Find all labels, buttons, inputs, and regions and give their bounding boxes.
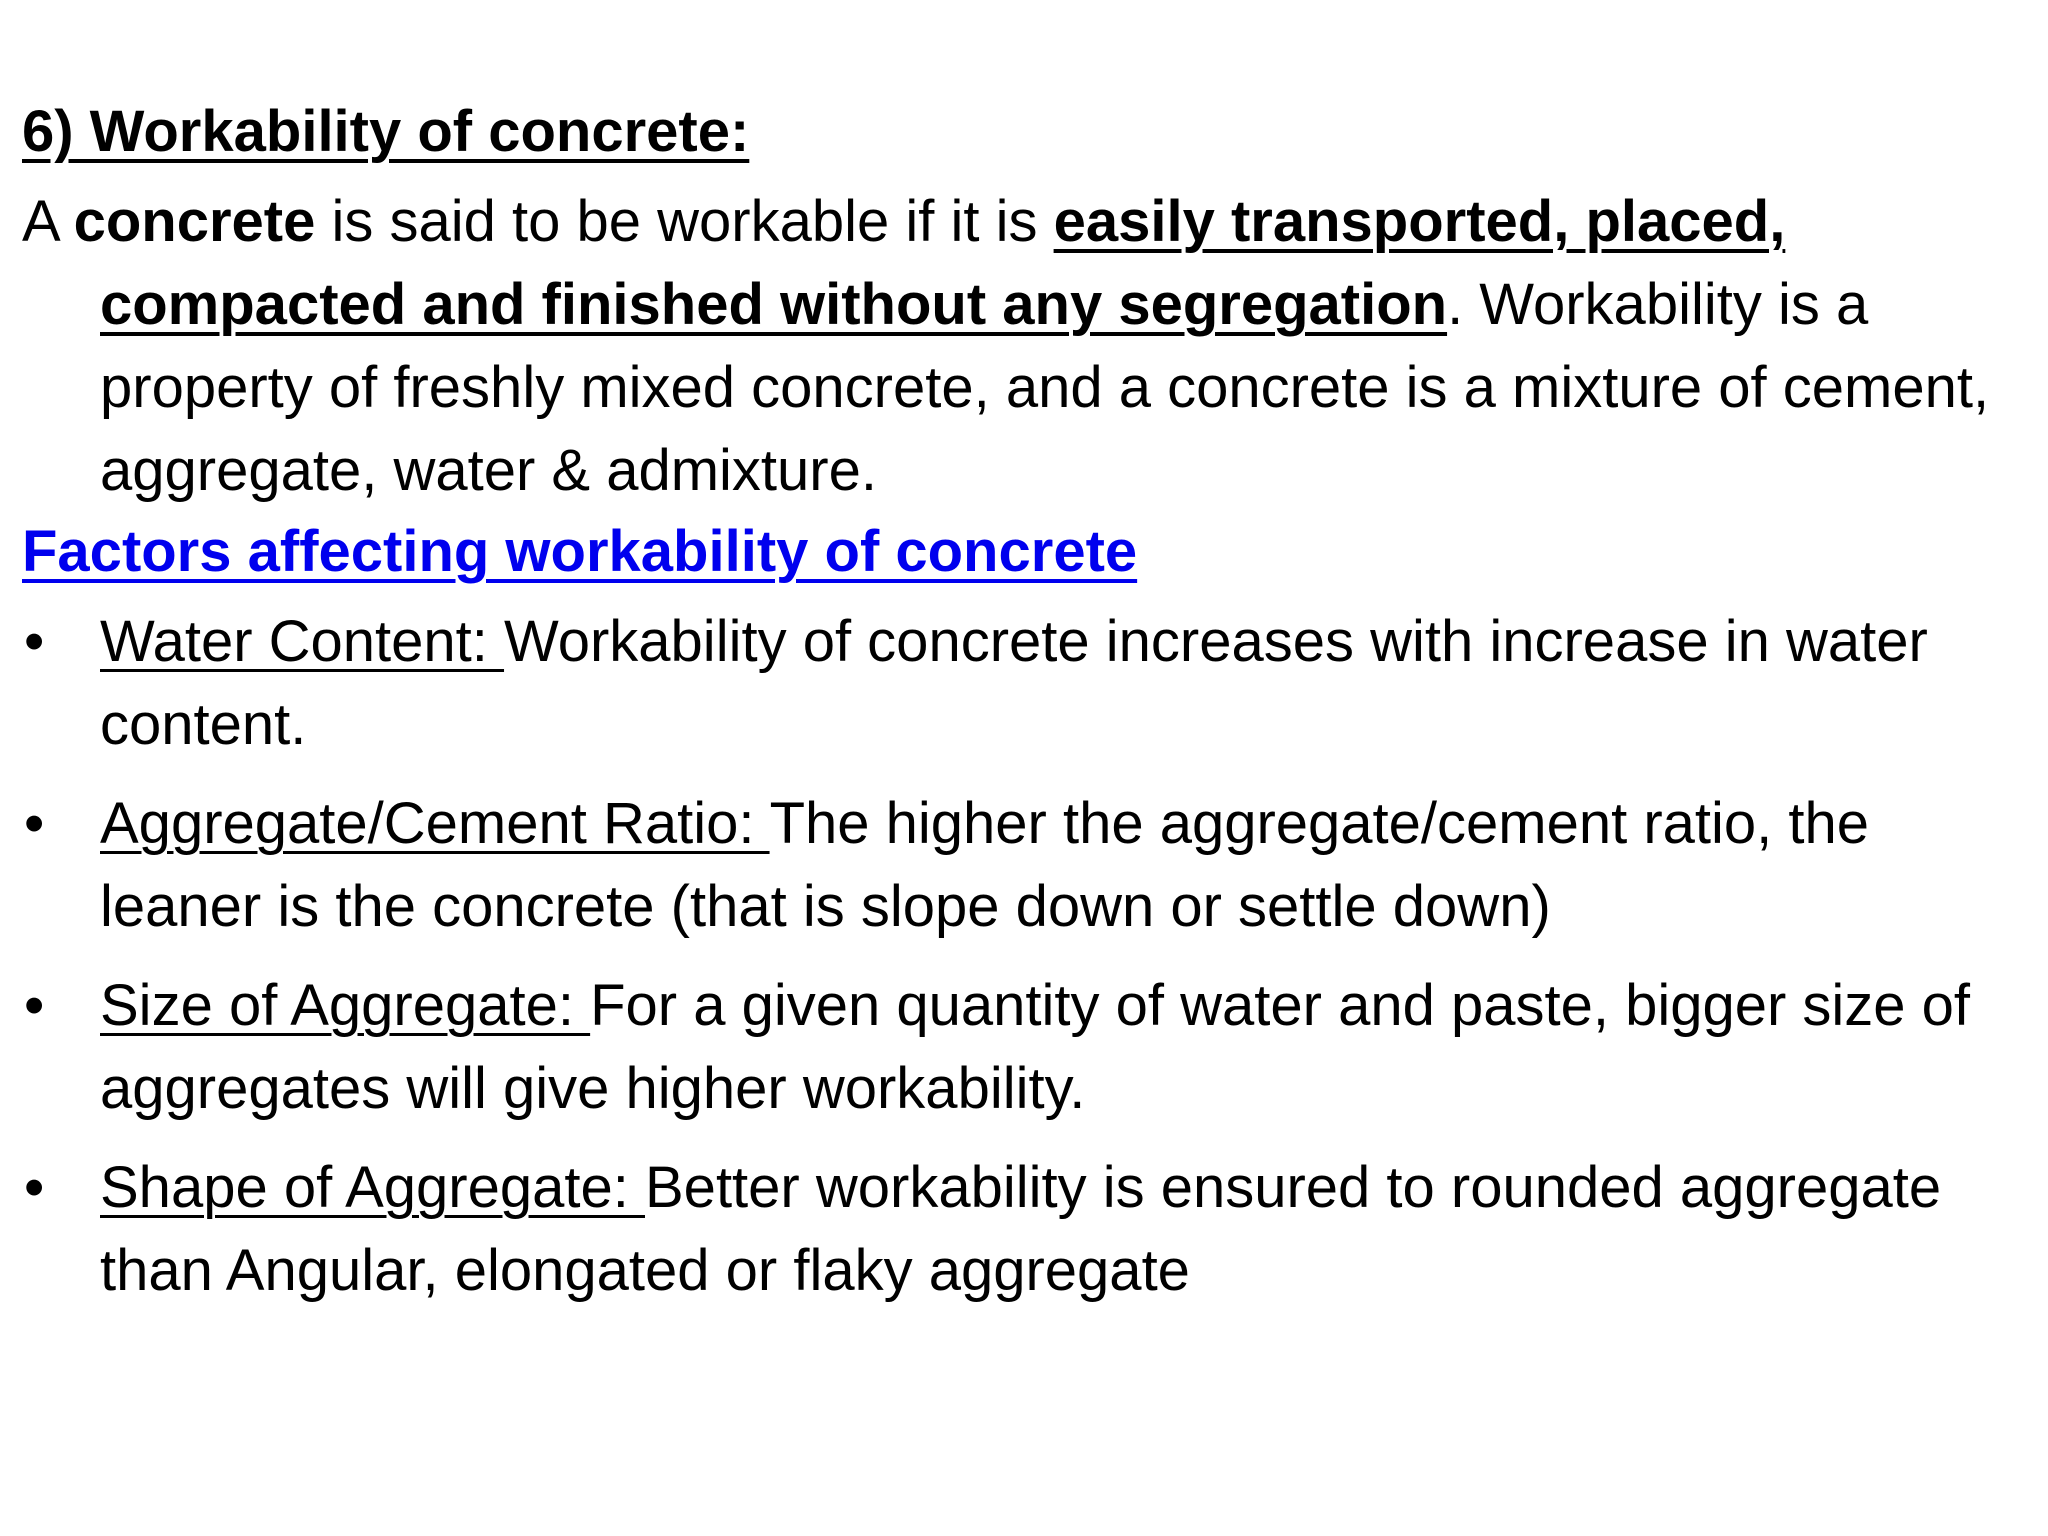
factor-term: Water Content: bbox=[100, 609, 505, 674]
list-item bbox=[22, 782, 2022, 948]
bullet-icon: • bbox=[24, 609, 45, 674]
factors-heading-link[interactable]: Factors affecting workability of concrete bbox=[22, 519, 1138, 584]
slide-heading: 6) Workability of concrete: bbox=[22, 99, 750, 164]
factor-term: Aggregate/Cement Ratio: bbox=[100, 791, 770, 856]
bullet-icon: • bbox=[24, 1155, 45, 1220]
factor-term: Size of Aggregate: bbox=[100, 973, 591, 1038]
list-item bbox=[22, 964, 2022, 1130]
factors-list bbox=[22, 600, 2022, 1312]
intro-text-2: is said to be workable if it is bbox=[315, 189, 1054, 254]
slide bbox=[22, 96, 2022, 1328]
list-item bbox=[22, 600, 2022, 766]
intro-text-1: A bbox=[22, 189, 74, 254]
factor-text: The higher the aggregate/cement ratio, the leaner is the concrete (that is slope down or settle down) bbox=[100, 791, 1870, 939]
intro-paragraph bbox=[22, 180, 2022, 512]
bullet-icon: • bbox=[24, 791, 45, 856]
factor-term: Shape of Aggregate: bbox=[100, 1155, 645, 1220]
intro-emphasis: easily transported, placed, compacted and finished without any segregation bbox=[100, 189, 1786, 337]
factor-text: For a given quantity of water and paste, bigger size of aggregates will give higher workability. bbox=[100, 973, 1971, 1121]
list-item bbox=[22, 1146, 2022, 1312]
factor-text: Workability of concrete increases with increase in water content. bbox=[100, 609, 1928, 757]
intro-text-3: . Workability is a property of freshly mixed concrete, and a concrete is a mixture of cement, aggregate, water & admixture. bbox=[100, 272, 1990, 503]
factor-text: Better workability is ensured to rounded aggregate than Angular, elongated or flaky aggregate bbox=[100, 1155, 1942, 1303]
intro-bold-term: concrete bbox=[73, 189, 316, 254]
bullet-icon: • bbox=[24, 973, 45, 1038]
